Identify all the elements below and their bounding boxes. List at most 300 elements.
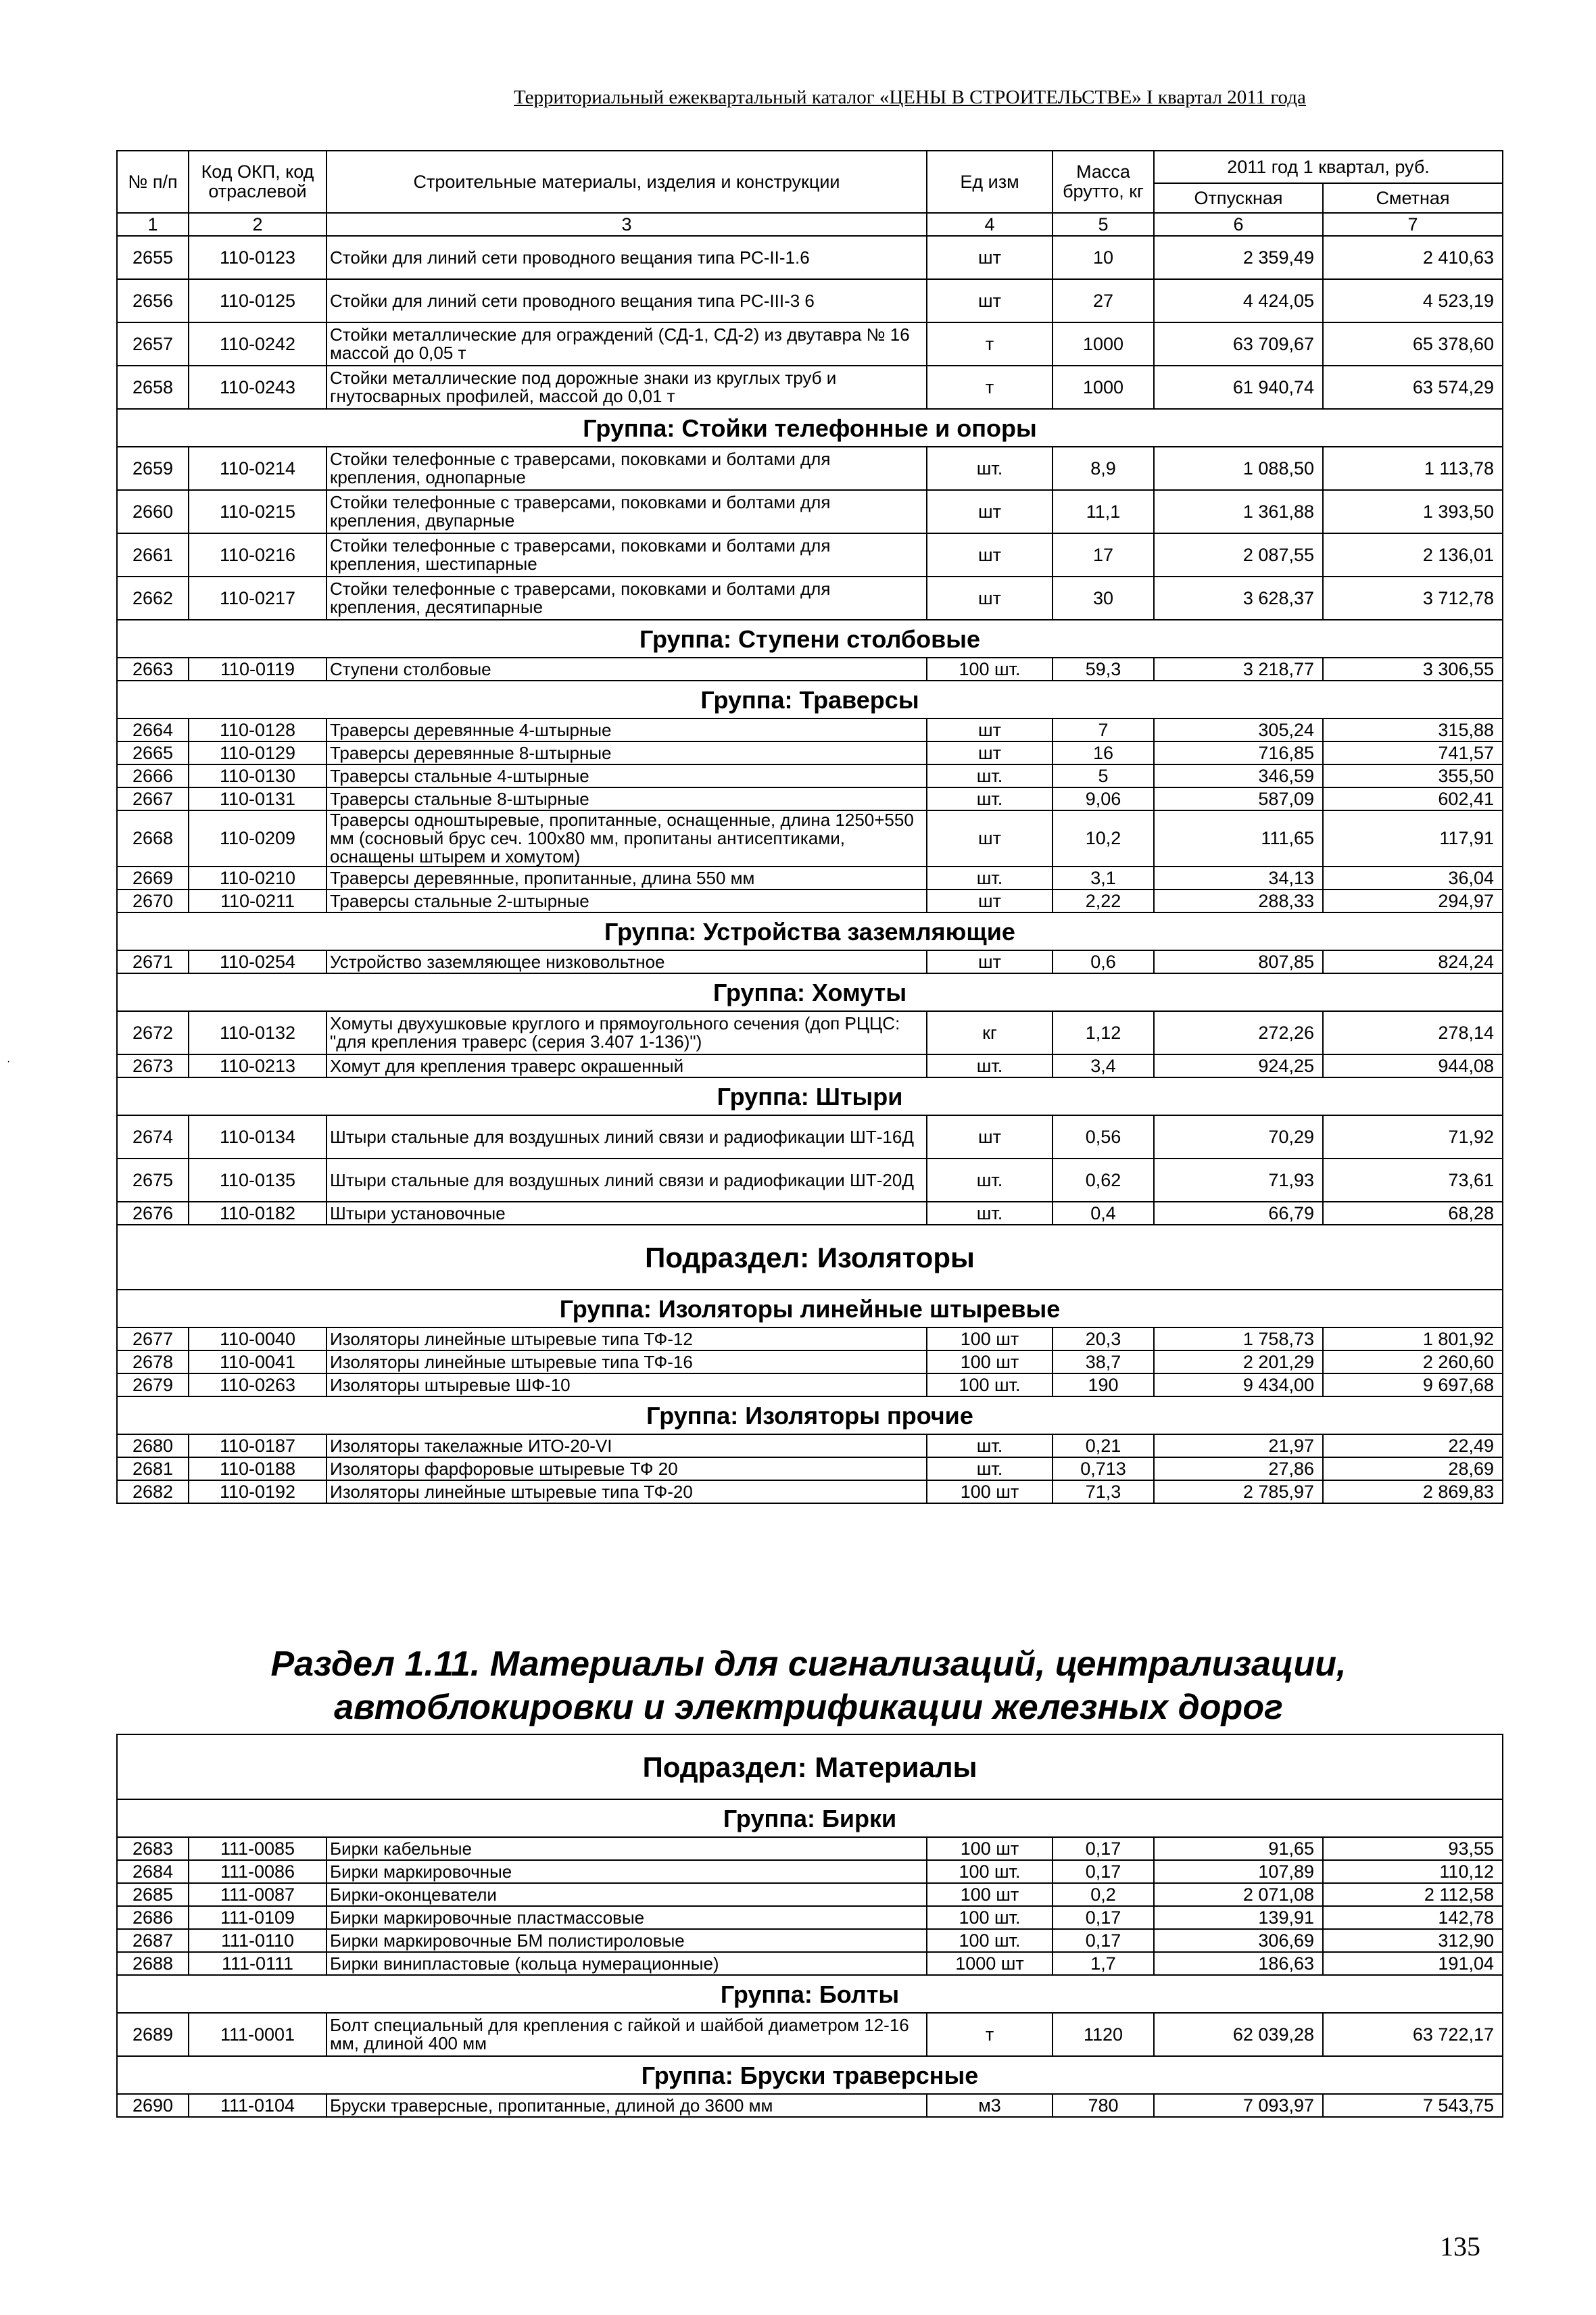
- cell-number: 2690: [117, 2094, 189, 2117]
- group-heading: Группа: Бруски траверсные: [117, 2056, 1503, 2094]
- subsection-heading-row: [117, 1225, 1503, 1290]
- cell-material-name: Ступени столбовые: [327, 658, 927, 681]
- cell-unit: 100 шт.: [927, 1373, 1053, 1396]
- cell-estimate-price: 7 543,75: [1323, 2094, 1503, 2117]
- cell-number: 2675: [117, 1159, 189, 1202]
- cell-material-name: Изоляторы такелажные ИТО-20-VI: [327, 1434, 927, 1457]
- cell-number: 2664: [117, 718, 189, 741]
- cell-number: 2678: [117, 1350, 189, 1373]
- cell-unit: шт.: [927, 1434, 1053, 1457]
- cell-sale-price: 587,09: [1154, 787, 1323, 810]
- cell-estimate-price: 944,08: [1323, 1054, 1503, 1077]
- price-table-section: [116, 1734, 1503, 2118]
- cell-mass: 71,3: [1053, 1480, 1154, 1503]
- table-row: [117, 950, 1503, 973]
- cell-sale-price: 305,24: [1154, 718, 1323, 741]
- cell-estimate-price: 4 523,19: [1323, 279, 1503, 322]
- cell-sale-price: 2 071,08: [1154, 1883, 1323, 1906]
- cell-number: 2673: [117, 1054, 189, 1077]
- cell-mass: 1,12: [1053, 1011, 1154, 1054]
- cell-estimate-price: 3 306,55: [1323, 658, 1503, 681]
- cell-material-name: Стойки металлические под дорожные знаки из круглых труб и гнутосварных профилей, массой до 0,01 т: [327, 366, 927, 409]
- cell-unit: шт: [927, 718, 1053, 741]
- cell-mass: 38,7: [1053, 1350, 1154, 1373]
- cell-number: 2677: [117, 1327, 189, 1350]
- cell-estimate-price: 741,57: [1323, 741, 1503, 764]
- cell-sale-price: 186,63: [1154, 1952, 1323, 1975]
- cell-okp-code: 110-0216: [189, 533, 327, 577]
- cell-sale-price: 66,79: [1154, 1202, 1323, 1225]
- cell-estimate-price: 93,55: [1323, 1837, 1503, 1860]
- cell-material-name: Стойки для линий сети проводного вещания типа РС-II-1.6: [327, 236, 927, 279]
- cell-sale-price: 2 201,29: [1154, 1350, 1323, 1373]
- group-heading-row: [117, 2056, 1503, 2094]
- table-row: [117, 279, 1503, 322]
- cell-estimate-price: 2 260,60: [1323, 1350, 1503, 1373]
- cell-okp-code: 111-0085: [189, 1837, 327, 1860]
- cell-okp-code: 110-0214: [189, 447, 327, 490]
- table-row: [117, 2094, 1503, 2117]
- cell-material-name: Изоляторы линейные штыревые типа ТФ-16: [327, 1350, 927, 1373]
- group-heading-row: [117, 1077, 1503, 1115]
- cell-number: 2657: [117, 322, 189, 366]
- cell-sale-price: 111,65: [1154, 810, 1323, 867]
- cell-number: 2671: [117, 950, 189, 973]
- group-heading: Группа: Ступени столбовые: [117, 620, 1503, 658]
- cell-mass: 10,2: [1053, 810, 1154, 867]
- cell-okp-code: 111-0086: [189, 1860, 327, 1883]
- cell-material-name: Хомуты двухушковые круглого и прямоугольного сечения (доп РЦЦС: "для крепления траверс (серия 3.407 1-136)"): [327, 1011, 927, 1054]
- cell-material-name: Стойки телефонные с траверсами, поковками и болтами для крепления, шестипарные: [327, 533, 927, 577]
- group-heading: Группа: Устройства заземляющие: [117, 912, 1503, 950]
- cell-estimate-price: 191,04: [1323, 1952, 1503, 1975]
- cell-sale-price: 139,91: [1154, 1906, 1323, 1929]
- table-row: [117, 1373, 1503, 1396]
- cell-mass: 5: [1053, 764, 1154, 787]
- cell-number: 2679: [117, 1373, 189, 1396]
- cell-estimate-price: 110,12: [1323, 1860, 1503, 1883]
- cell-material-name: Стойки металлические для ограждений (СД-1, СД-2) из двутавра № 16 массой до 0,05 т: [327, 322, 927, 366]
- cell-okp-code: 111-0001: [189, 2013, 327, 2056]
- cell-material-name: Устройство заземляющее низковольтное: [327, 950, 927, 973]
- cell-okp-code: 110-0217: [189, 577, 327, 620]
- col-header-unit: Ед изм: [927, 151, 1053, 213]
- group-heading: Группа: Болты: [117, 1975, 1503, 2013]
- col-number: 1: [117, 213, 189, 236]
- cell-sale-price: 807,85: [1154, 950, 1323, 973]
- col-number: 7: [1323, 213, 1503, 236]
- cell-unit: шт.: [927, 1054, 1053, 1077]
- cell-sale-price: 7 093,97: [1154, 2094, 1323, 2117]
- group-heading-row: [117, 1799, 1503, 1837]
- cell-mass: 3,1: [1053, 867, 1154, 890]
- cell-okp-code: 110-0254: [189, 950, 327, 973]
- cell-material-name: Бирки-оконцеватели: [327, 1883, 927, 1906]
- col-number: 5: [1053, 213, 1154, 236]
- cell-okp-code: 111-0087: [189, 1883, 327, 1906]
- table-row: [117, 1434, 1503, 1457]
- cell-sale-price: 288,33: [1154, 890, 1323, 912]
- cell-number: 2656: [117, 279, 189, 322]
- cell-okp-code: 110-0215: [189, 490, 327, 533]
- table-row: [117, 658, 1503, 681]
- cell-material-name: Траверсы стальные 4-штырные: [327, 764, 927, 787]
- table-row: [117, 1929, 1503, 1952]
- cell-unit: шт.: [927, 764, 1053, 787]
- col-header-price: 2011 год 1 квартал, руб.: [1154, 151, 1503, 183]
- cell-sale-price: 63 709,67: [1154, 322, 1323, 366]
- cell-unit: 100 шт.: [927, 1906, 1053, 1929]
- table-row: [117, 1054, 1503, 1077]
- cell-number: 2660: [117, 490, 189, 533]
- group-heading-row: [117, 1290, 1503, 1327]
- cell-estimate-price: 117,91: [1323, 810, 1503, 867]
- cell-sale-price: 9 434,00: [1154, 1373, 1323, 1396]
- cell-estimate-price: 355,50: [1323, 764, 1503, 787]
- cell-sale-price: 1 088,50: [1154, 447, 1323, 490]
- group-heading-row: [117, 1975, 1503, 2013]
- cell-number: 2682: [117, 1480, 189, 1503]
- cell-okp-code: 110-0119: [189, 658, 327, 681]
- cell-mass: 2,22: [1053, 890, 1154, 912]
- cell-estimate-price: 294,97: [1323, 890, 1503, 912]
- margin-mark: ·: [7, 1056, 11, 1067]
- cell-number: 2662: [117, 577, 189, 620]
- cell-mass: 0,6: [1053, 950, 1154, 973]
- cell-material-name: Штыри установочные: [327, 1202, 927, 1225]
- cell-estimate-price: 22,49: [1323, 1434, 1503, 1457]
- cell-estimate-price: 3 712,78: [1323, 577, 1503, 620]
- cell-sale-price: 346,59: [1154, 764, 1323, 787]
- cell-mass: 1000: [1053, 322, 1154, 366]
- cell-mass: 0,62: [1053, 1159, 1154, 1202]
- table-row: [117, 1860, 1503, 1883]
- cell-number: 2658: [117, 366, 189, 409]
- cell-okp-code: 110-0132: [189, 1011, 327, 1054]
- cell-material-name: Бирки винипластовые (кольца нумерационные): [327, 1952, 927, 1975]
- cell-unit: шт: [927, 279, 1053, 322]
- cell-number: 2659: [117, 447, 189, 490]
- cell-unit: 100 шт: [927, 1883, 1053, 1906]
- subsection-heading: Подраздел: Изоляторы: [117, 1225, 1503, 1290]
- cell-unit: шт: [927, 577, 1053, 620]
- cell-mass: 10: [1053, 236, 1154, 279]
- cell-number: 2683: [117, 1837, 189, 1860]
- subsection-heading-row: [117, 1734, 1503, 1799]
- cell-okp-code: 110-0134: [189, 1115, 327, 1159]
- cell-unit: 100 шт: [927, 1837, 1053, 1860]
- col-number: 3: [327, 213, 927, 236]
- cell-estimate-price: 9 697,68: [1323, 1373, 1503, 1396]
- table-row: [117, 1906, 1503, 1929]
- cell-okp-code: 110-0209: [189, 810, 327, 867]
- cell-estimate-price: 68,28: [1323, 1202, 1503, 1225]
- cell-okp-code: 110-0243: [189, 366, 327, 409]
- cell-number: 2681: [117, 1457, 189, 1480]
- table-row: [117, 322, 1503, 366]
- cell-material-name: Траверсы деревянные, пропитанные, длина 550 мм: [327, 867, 927, 890]
- col-number: 4: [927, 213, 1053, 236]
- table-row: [117, 1837, 1503, 1860]
- cell-estimate-price: 1 393,50: [1323, 490, 1503, 533]
- cell-number: 2655: [117, 236, 189, 279]
- running-head: Территориальный ежеквартальный каталог «ЦЕНЫ В СТРОИТЕЛЬСТВЕ» I квартал 2011 года: [514, 87, 1306, 108]
- cell-material-name: Стойки для линий сети проводного вещания типа РС-III-3 6: [327, 279, 927, 322]
- cell-unit: шт.: [927, 867, 1053, 890]
- cell-number: 2668: [117, 810, 189, 867]
- cell-estimate-price: 36,04: [1323, 867, 1503, 890]
- cell-estimate-price: 63 574,29: [1323, 366, 1503, 409]
- cell-okp-code: 111-0110: [189, 1929, 327, 1952]
- cell-okp-code: 111-0109: [189, 1906, 327, 1929]
- cell-mass: 17: [1053, 533, 1154, 577]
- cell-material-name: Штыри стальные для воздушных линий связи и радиофикации ШТ-16Д: [327, 1115, 927, 1159]
- cell-estimate-price: 2 112,58: [1323, 1883, 1503, 1906]
- cell-material-name: Траверсы стальные 2-штырные: [327, 890, 927, 912]
- cell-mass: 9,06: [1053, 787, 1154, 810]
- cell-okp-code: 110-0130: [189, 764, 327, 787]
- cell-unit: шт.: [927, 1159, 1053, 1202]
- table-row: [117, 867, 1503, 890]
- cell-number: 2680: [117, 1434, 189, 1457]
- table-row: [117, 764, 1503, 787]
- cell-unit: шт.: [927, 787, 1053, 810]
- cell-mass: 1000: [1053, 366, 1154, 409]
- cell-unit: шт: [927, 236, 1053, 279]
- cell-number: 2674: [117, 1115, 189, 1159]
- cell-unit: 100 шт.: [927, 1929, 1053, 1952]
- group-heading-row: [117, 1396, 1503, 1434]
- cell-okp-code: 110-0242: [189, 322, 327, 366]
- group-heading: Группа: Изоляторы линейные штыревые: [117, 1290, 1503, 1327]
- cell-unit: шт: [927, 741, 1053, 764]
- table-row: [117, 1457, 1503, 1480]
- cell-material-name: Траверсы деревянные 8-штырные: [327, 741, 927, 764]
- cell-number: 2676: [117, 1202, 189, 1225]
- cell-unit: т: [927, 366, 1053, 409]
- cell-sale-price: 62 039,28: [1154, 2013, 1323, 2056]
- cell-material-name: Изоляторы штыревые ШФ-10: [327, 1373, 927, 1396]
- group-heading: Группа: Штыри: [117, 1077, 1503, 1115]
- cell-estimate-price: 824,24: [1323, 950, 1503, 973]
- cell-estimate-price: 312,90: [1323, 1929, 1503, 1952]
- cell-material-name: Болт специальный для крепления с гайкой и шайбой диаметром 12-16 мм, длиной 400 мм: [327, 2013, 927, 2056]
- section-title: Раздел 1.11. Материалы для сигнализаций, централизации, автоблокировки и электрификации железных дорог: [270, 1644, 1347, 1727]
- cell-number: 2661: [117, 533, 189, 577]
- table-row: [117, 533, 1503, 577]
- table-row: [117, 1480, 1503, 1503]
- cell-number: 2672: [117, 1011, 189, 1054]
- table-row: [117, 718, 1503, 741]
- cell-material-name: Траверсы стальные 8-штырные: [327, 787, 927, 810]
- group-heading-row: [117, 409, 1503, 447]
- cell-mass: 3,4: [1053, 1054, 1154, 1077]
- col-header-okp: Код ОКП, код отраслевой: [189, 151, 327, 213]
- cell-sale-price: 61 940,74: [1154, 366, 1323, 409]
- subsection-heading: Подраздел: Материалы: [117, 1734, 1503, 1799]
- cell-mass: 16: [1053, 741, 1154, 764]
- cell-sale-price: 3 628,37: [1154, 577, 1323, 620]
- cell-mass: 780: [1053, 2094, 1154, 2117]
- table-row: [117, 447, 1503, 490]
- cell-mass: 59,3: [1053, 658, 1154, 681]
- cell-number: 2669: [117, 867, 189, 890]
- price-table: [116, 150, 1503, 1504]
- cell-mass: 11,1: [1053, 490, 1154, 533]
- table-row: [117, 577, 1503, 620]
- group-heading: Группа: Хомуты: [117, 973, 1503, 1011]
- table-row: [117, 810, 1503, 867]
- col-header-mass: Масса брутто, кг: [1053, 151, 1154, 213]
- table-row: [117, 490, 1503, 533]
- cell-number: 2686: [117, 1906, 189, 1929]
- cell-sale-price: 27,86: [1154, 1457, 1323, 1480]
- cell-material-name: Штыри стальные для воздушных линий связи и радиофикации ШТ-20Д: [327, 1159, 927, 1202]
- cell-mass: 20,3: [1053, 1327, 1154, 1350]
- cell-okp-code: 110-0041: [189, 1350, 327, 1373]
- cell-material-name: Траверсы одноштыревые, пропитанные, оснащенные, длина 1250+550 мм (сосновый брус сеч. 100х80 мм, пропитаны антисептиками, оснащены штырем и хомутом): [327, 810, 927, 867]
- cell-mass: 1120: [1053, 2013, 1154, 2056]
- cell-sale-price: 71,93: [1154, 1159, 1323, 1202]
- cell-unit: т: [927, 2013, 1053, 2056]
- cell-number: 2688: [117, 1952, 189, 1975]
- table-row: [117, 741, 1503, 764]
- cell-okp-code: 110-0129: [189, 741, 327, 764]
- cell-mass: 27: [1053, 279, 1154, 322]
- cell-okp-code: 111-0111: [189, 1952, 327, 1975]
- cell-unit: шт.: [927, 1202, 1053, 1225]
- table-row: [117, 1202, 1503, 1225]
- cell-material-name: Изоляторы линейные штыревые типа ТФ-12: [327, 1327, 927, 1350]
- col-number: 2: [189, 213, 327, 236]
- cell-sale-price: 716,85: [1154, 741, 1323, 764]
- cell-unit: 100 шт.: [927, 1860, 1053, 1883]
- cell-unit: шт.: [927, 447, 1053, 490]
- cell-mass: 30: [1053, 577, 1154, 620]
- cell-sale-price: 21,97: [1154, 1434, 1323, 1457]
- group-heading: Группа: Изоляторы прочие: [117, 1396, 1503, 1434]
- cell-okp-code: 110-0125: [189, 279, 327, 322]
- cell-okp-code: 110-0213: [189, 1054, 327, 1077]
- cell-unit: кг: [927, 1011, 1053, 1054]
- cell-unit: шт: [927, 490, 1053, 533]
- cell-okp-code: 110-0135: [189, 1159, 327, 1202]
- cell-estimate-price: 142,78: [1323, 1906, 1503, 1929]
- table-row: [117, 1159, 1503, 1202]
- cell-mass: 0,17: [1053, 1860, 1154, 1883]
- cell-sale-price: 306,69: [1154, 1929, 1323, 1952]
- cell-unit: шт.: [927, 1457, 1053, 1480]
- cell-unit: шт: [927, 810, 1053, 867]
- cell-okp-code: 110-0210: [189, 867, 327, 890]
- cell-estimate-price: 315,88: [1323, 718, 1503, 741]
- table-row: [117, 1327, 1503, 1350]
- cell-mass: 0,4: [1053, 1202, 1154, 1225]
- cell-estimate-price: 2 869,83: [1323, 1480, 1503, 1503]
- cell-okp-code: 110-0182: [189, 1202, 327, 1225]
- cell-unit: 100 шт.: [927, 658, 1053, 681]
- cell-material-name: Стойки телефонные с траверсами, поковками и болтами для крепления, десятипарные: [327, 577, 927, 620]
- cell-mass: 190: [1053, 1373, 1154, 1396]
- cell-estimate-price: 71,92: [1323, 1115, 1503, 1159]
- cell-sale-price: 272,26: [1154, 1011, 1323, 1054]
- cell-estimate-price: 602,41: [1323, 787, 1503, 810]
- cell-sale-price: 2 087,55: [1154, 533, 1323, 577]
- cell-okp-code: 110-0131: [189, 787, 327, 810]
- cell-material-name: Изоляторы линейные штыревые типа ТФ-20: [327, 1480, 927, 1503]
- cell-sale-price: 1 361,88: [1154, 490, 1323, 533]
- cell-okp-code: 111-0104: [189, 2094, 327, 2117]
- table-row: [117, 1952, 1503, 1975]
- cell-mass: 0,21: [1053, 1434, 1154, 1457]
- cell-mass: 0,17: [1053, 1906, 1154, 1929]
- cell-sale-price: 4 424,05: [1154, 279, 1323, 322]
- cell-material-name: Стойки телефонные с траверсами, поковками и болтами для крепления, однопарные: [327, 447, 927, 490]
- cell-material-name: Стойки телефонные с траверсами, поковками и болтами для крепления, двупарные: [327, 490, 927, 533]
- cell-estimate-price: 65 378,60: [1323, 322, 1503, 366]
- cell-number: 2687: [117, 1929, 189, 1952]
- cell-estimate-price: 278,14: [1323, 1011, 1503, 1054]
- cell-okp-code: 110-0192: [189, 1480, 327, 1503]
- cell-mass: 0,2: [1053, 1883, 1154, 1906]
- cell-number: 2666: [117, 764, 189, 787]
- cell-unit: шт: [927, 1115, 1053, 1159]
- cell-material-name: Бруски траверсные, пропитанные, длиной до 3600 мм: [327, 2094, 927, 2117]
- page-number: 135: [1440, 2231, 1480, 2262]
- cell-mass: 0,56: [1053, 1115, 1154, 1159]
- cell-sale-price: 3 218,77: [1154, 658, 1323, 681]
- table-row: [117, 366, 1503, 409]
- cell-estimate-price: 1 113,78: [1323, 447, 1503, 490]
- cell-estimate-price: 28,69: [1323, 1457, 1503, 1480]
- group-heading: Группа: Стойки телефонные и опоры: [117, 409, 1503, 447]
- cell-number: 2684: [117, 1860, 189, 1883]
- cell-material-name: Бирки маркировочные пластмассовые: [327, 1906, 927, 1929]
- cell-okp-code: 110-0128: [189, 718, 327, 741]
- col-number: 6: [1154, 213, 1323, 236]
- cell-sale-price: 1 758,73: [1154, 1327, 1323, 1350]
- cell-mass: 0,17: [1053, 1929, 1154, 1952]
- col-header-sale: Отпускная: [1154, 183, 1323, 213]
- cell-okp-code: 110-0187: [189, 1434, 327, 1457]
- group-heading: Группа: Бирки: [117, 1799, 1503, 1837]
- cell-material-name: Бирки маркировочные БМ полистироловые: [327, 1929, 927, 1952]
- cell-mass: 1,7: [1053, 1952, 1154, 1975]
- cell-okp-code: 110-0188: [189, 1457, 327, 1480]
- cell-estimate-price: 1 801,92: [1323, 1327, 1503, 1350]
- cell-sale-price: 2 359,49: [1154, 236, 1323, 279]
- cell-number: 2663: [117, 658, 189, 681]
- cell-unit: шт: [927, 890, 1053, 912]
- group-heading-row: [117, 973, 1503, 1011]
- table-row: [117, 787, 1503, 810]
- cell-unit: т: [927, 322, 1053, 366]
- table-row: [117, 1011, 1503, 1054]
- cell-sale-price: 2 785,97: [1154, 1480, 1323, 1503]
- cell-material-name: Изоляторы фарфоровые штыревые ТФ 20: [327, 1457, 927, 1480]
- cell-mass: 0,17: [1053, 1837, 1154, 1860]
- cell-number: 2670: [117, 890, 189, 912]
- cell-unit: 100 шт: [927, 1327, 1053, 1350]
- cell-sale-price: 924,25: [1154, 1054, 1323, 1077]
- cell-okp-code: 110-0211: [189, 890, 327, 912]
- cell-okp-code: 110-0263: [189, 1373, 327, 1396]
- group-heading-row: [117, 681, 1503, 718]
- table-row: [117, 1115, 1503, 1159]
- cell-material-name: Бирки маркировочные: [327, 1860, 927, 1883]
- cell-mass: 7: [1053, 718, 1154, 741]
- table-row: [117, 236, 1503, 279]
